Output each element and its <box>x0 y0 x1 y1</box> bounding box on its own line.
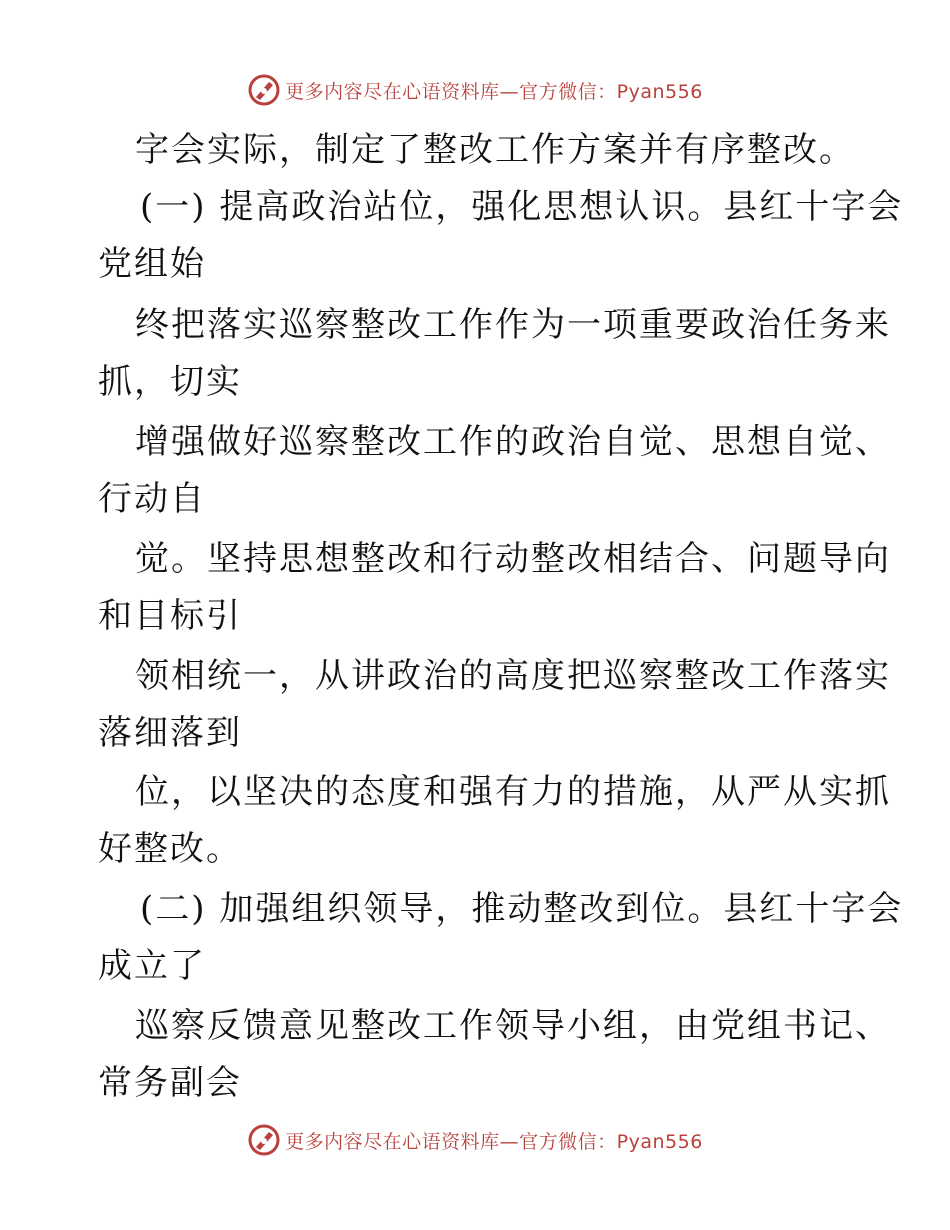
text-line: 觉。坚持思想整改和行动整改相结合、问题导向 <box>135 539 891 579</box>
text-line: 终把落实巡察整改工作作为一项重要政治任务来 <box>135 305 891 345</box>
text-line: (一) 提高政治站位，强化思想认识。县红十字会 <box>140 187 904 227</box>
text-line: 领相统一，从讲政治的高度把巡察整改工作落实 <box>135 656 891 696</box>
header-banner <box>0 68 950 112</box>
text-line: 增强做好巡察整改工作的政治自觉、思想自觉、 <box>135 422 891 462</box>
text-line: 落细落到 <box>98 713 242 753</box>
text-line: 巡察反馈意见整改工作领导小组，由党组书记、 <box>135 1006 891 1046</box>
pen-logo-icon <box>247 1123 281 1157</box>
text-line: 行动自 <box>98 479 206 519</box>
pen-logo-icon <box>247 73 281 107</box>
text-line: 抓，切实 <box>98 362 242 402</box>
text-line: 字会实际，制定了整改工作方案并有序整改。 <box>135 130 855 170</box>
text-line: (二) 加强组织领导，推动整改到位。县红十字会 <box>140 889 904 929</box>
text-line: 好整改。 <box>98 829 242 869</box>
text-line: 党组始 <box>98 244 206 284</box>
text-line: 成立了 <box>98 946 206 986</box>
footer-banner <box>0 1118 950 1162</box>
text-line: 位，以坚决的态度和强有力的措施，从严从实抓 <box>135 772 891 812</box>
footer-banner-text: 更多内容尽在心语资料库—官方微信：Pyan556 <box>285 1130 703 1153</box>
text-line: 常务副会 <box>98 1063 242 1103</box>
text-line: 和目标引 <box>98 596 242 636</box>
header-banner-text: 更多内容尽在心语资料库—官方微信：Pyan556 <box>285 80 703 103</box>
